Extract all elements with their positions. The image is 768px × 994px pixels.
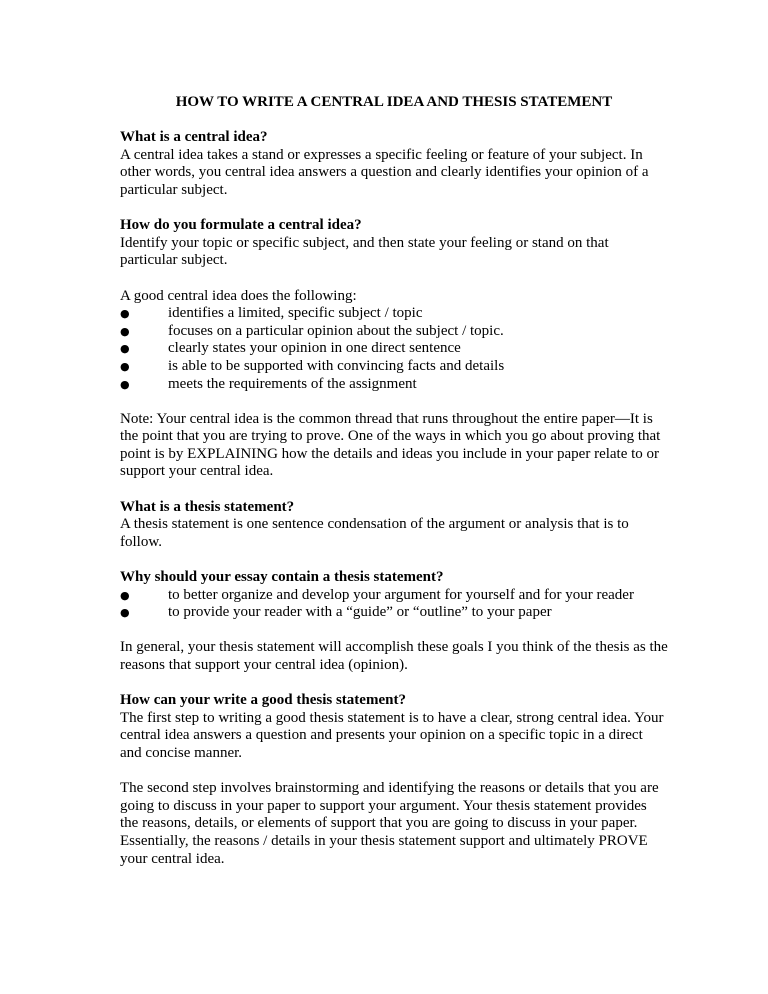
- list-item-text: focuses on a particular opinion about the subject / topic.: [168, 322, 504, 339]
- section-second-step: [120, 780, 668, 868]
- list-intro: A good central idea does the following:: [120, 287, 357, 304]
- section-heading: What is a central idea?: [120, 129, 268, 146]
- list-item-text: identifies a limited, specific subject / topic: [168, 305, 423, 322]
- bullet-icon: ●: [120, 588, 130, 602]
- section-paragraph: In general, your thesis statement will accomplish these goals I you think of the thesis as the reasons that support your central idea (opinion).: [120, 639, 668, 673]
- section-why-thesis: [120, 569, 668, 622]
- bullet-icon: ●: [120, 307, 130, 321]
- list-item: [120, 587, 668, 605]
- section-paragraph: Identify your topic or specific subject, and then state your feeling or stand on that particular subject.: [120, 234, 609, 269]
- list-item-text: to provide your reader with a “guide” or “outline” to your paper: [168, 604, 552, 621]
- list-item-text: to better organize and develop your argument for yourself and for your reader: [168, 586, 634, 603]
- list-item: [120, 340, 668, 358]
- document-title: HOW TO WRITE A CENTRAL IDEA AND THESIS STATEMENT: [175, 94, 613, 110]
- bullet-icon: ●: [120, 606, 130, 620]
- bullet-icon: ●: [120, 377, 130, 391]
- section-paragraph: The second step involves brainstorming and identifying the reasons or details that you are going to discuss in your paper to support your argument. Your thesis statement provides the reasons, details, or elements of support that you are going to discuss in your paper. Essentially, the reasons / details in your thesis statement support and ultimately PROVE your central idea.: [120, 780, 659, 867]
- list-item-text: meets the requirements of the assignment: [168, 375, 417, 392]
- list-item: [120, 376, 668, 394]
- note-paragraph: Note: Your central idea is the common thread that runs throughout the entire paper—It is the point that you are trying to prove. One of the ways in which you go about proving that point is by EXPLAINING how the details and ideas you include in your paper relate to or support your central idea.: [120, 410, 661, 480]
- section-central-idea: [120, 129, 668, 199]
- list-item: [120, 358, 668, 376]
- section-heading: Why should your essay contain a thesis statement?: [120, 569, 444, 586]
- bullet-icon: ●: [120, 342, 130, 356]
- section-thesis: [120, 499, 668, 552]
- bullet-icon: ●: [120, 324, 130, 338]
- section-heading: What is a thesis statement?: [120, 498, 295, 515]
- section-good-central-idea: [120, 288, 668, 394]
- list-item: [120, 604, 668, 622]
- section-note: [120, 411, 668, 481]
- section-heading: How do you formulate a central idea?: [120, 217, 362, 234]
- document-page: [120, 94, 668, 886]
- section-in-general: [120, 639, 668, 674]
- section-formulate: [120, 217, 668, 270]
- list-item-text: is able to be supported with convincing facts and details: [168, 357, 505, 374]
- list-item: [120, 323, 668, 341]
- section-how-write: [120, 692, 668, 762]
- section-paragraph: The first step to writing a good thesis statement is to have a clear, strong central idea. Your central idea answers a question and presents your opinion on a specific topic in a direct and concise manner.: [120, 709, 664, 761]
- list-item: [120, 305, 668, 323]
- section-paragraph: A thesis statement is one sentence condensation of the argument or analysis that is to follow.: [120, 516, 629, 550]
- section-paragraph: A central idea takes a stand or expresses a specific feeling or feature of your subject. In other words, you central idea answers a question and clearly identifies your opinion of a particular subject.: [120, 146, 649, 198]
- list-item-text: clearly states your opinion in one direct sentence: [168, 340, 461, 357]
- reasons-list: [120, 587, 668, 622]
- section-heading: How can your write a good thesis statement?: [120, 692, 406, 709]
- bullet-icon: ●: [120, 359, 130, 373]
- criteria-list: [120, 305, 668, 393]
